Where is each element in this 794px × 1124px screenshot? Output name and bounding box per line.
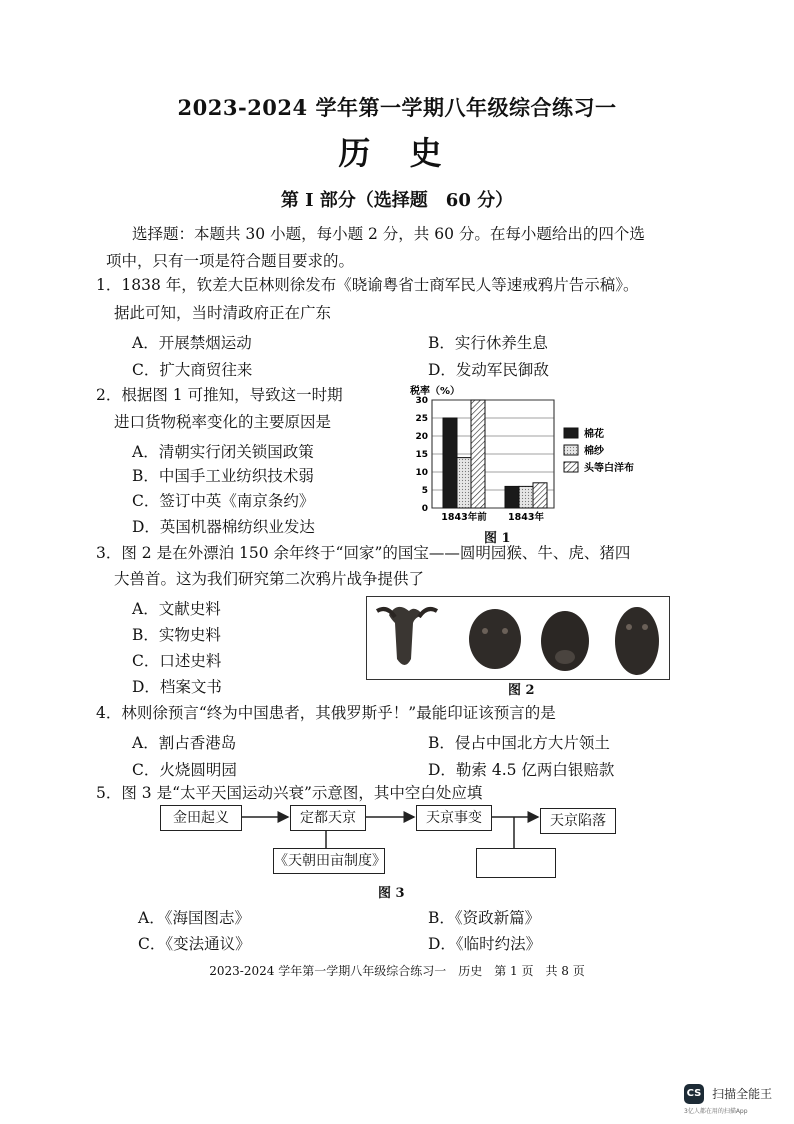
page-footer: 2023-2024 学年第一学期八年级综合练习一 历史 第 1 页 共 8 页 xyxy=(209,964,585,978)
chart-bar-0-0 xyxy=(443,418,457,508)
q1-option-c: C．扩大商贸往来 xyxy=(132,361,253,379)
legend-label-2: 头等白洋布 xyxy=(584,463,634,474)
part-title: 第 I 部分（选择题 60 分） xyxy=(280,190,514,211)
instructions-line-2: 项中，只有一项是符合题目要求的。 xyxy=(106,252,355,270)
legend-label-0: 棉花 xyxy=(584,429,604,440)
legend-swatch-0 xyxy=(564,428,578,438)
flow-box-tianjing-incident: 天京事变 xyxy=(416,805,492,831)
q5-option-c: C．《变法通议》 xyxy=(138,935,251,953)
monkey-head-image xyxy=(615,607,659,675)
q5-option-a: A．《海国图志》 xyxy=(138,909,250,927)
scanner-logo-icon: CS xyxy=(684,1084,704,1104)
q1-stem-line-1: 1．1838 年，钦差大臣林则徐发布《晓谕粤省士商军民人等速戒鸦片告示稿》。 xyxy=(96,276,639,294)
ox-head-image xyxy=(377,607,437,665)
scanner-app-name: 扫描全能王 xyxy=(712,1087,773,1101)
flow-box-jintian-uprising: 金田起义 xyxy=(160,805,242,831)
q2-option-c: C．签订中英《南京条约》 xyxy=(132,492,315,510)
exam-title: 2023-2024 学年第一学期八年级综合练习一 xyxy=(177,95,617,120)
q2-option-a: A．清朝实行闭关锁国政策 xyxy=(132,443,314,461)
q2-stem-line-1: 2．根据图 1 可推知，导致这一时期 xyxy=(96,386,343,404)
subject-title: 历 史 xyxy=(338,134,456,172)
chart-bar-0-1 xyxy=(457,458,471,508)
q4-option-d: D．勒索 4.5 亿两白银赔款 xyxy=(428,761,615,779)
chart-legend xyxy=(564,427,634,474)
q2-option-b: B．中国手工业纺织技术弱 xyxy=(132,467,314,485)
q1-option-a: A．开展禁烟运动 xyxy=(132,334,252,352)
q3-option-c: C．口述史料 xyxy=(132,652,222,670)
q2-option-d: D．英国机器棉纺织业发达 xyxy=(132,518,315,536)
q5-stem-line-1: 5．图 3 是“太平天国运动兴衰”示意图，其中空白处应填 xyxy=(96,784,483,802)
chart-y-tick-label: 15 xyxy=(415,450,428,460)
chart-y-label: 税率（%） xyxy=(410,386,461,397)
chart-y-ticks xyxy=(415,396,428,514)
figure-3-caption: 图 3 xyxy=(378,886,405,901)
flow-box-tianjing-fall: 天京陷落 xyxy=(540,808,616,834)
legend-label-1: 棉纱 xyxy=(584,446,604,457)
q3-option-b: B．实物史料 xyxy=(132,626,221,644)
instructions-line-1: 选择题：本题共 30 小题，每小题 2 分，共 60 分。在每小题给出的四个选 xyxy=(132,225,645,243)
chart-y-tick-label: 5 xyxy=(421,486,428,496)
figure-2-caption: 图 2 xyxy=(508,683,535,698)
q1-stem-line-2: 据此可知，当时清政府正在广东 xyxy=(114,304,332,322)
chart-bar-1-2 xyxy=(533,483,547,508)
chart-y-tick-label: 25 xyxy=(415,414,428,424)
chart-category-label-1: 1843年 xyxy=(508,512,544,523)
figure-1-bar-chart xyxy=(404,380,674,530)
q1-option-d: D．发动军民御敌 xyxy=(428,361,549,379)
scanner-tagline: 3亿人都在用的扫描App xyxy=(684,1107,748,1115)
flow-box-capital-tianjing: 定都天京 xyxy=(290,805,366,831)
q3-stem-line-1: 3．图 2 是在外漂泊 150 余年终于“回家”的国宝——圆明园猴、牛、虎、猪四 xyxy=(96,544,631,562)
flow-box-blank-answer xyxy=(476,848,556,878)
q1-option-b: B．实行休养生息 xyxy=(428,334,548,352)
legend-swatch-1 xyxy=(564,445,578,455)
q4-option-b: B．侵占中国北方大片领土 xyxy=(428,734,610,752)
pig-head-image xyxy=(541,611,589,671)
tiger-head-image xyxy=(469,609,521,669)
scanner-watermark xyxy=(684,1083,784,1115)
legend-swatch-2 xyxy=(564,462,578,472)
chart-bar-0-2 xyxy=(471,400,485,508)
figure-1-caption: 图 1 xyxy=(484,531,511,546)
q3-option-d: D．档案文书 xyxy=(132,678,222,696)
q2-stem-line-2: 进口货物税率变化的主要原因是 xyxy=(114,413,332,431)
figure-2-bronze-heads xyxy=(367,597,669,679)
q3-stem-line-2: 大兽首。这为我们研究第二次鸦片战争提供了 xyxy=(114,570,425,588)
q3-option-a: A．文献史料 xyxy=(132,600,221,618)
q4-stem-line-1: 4．林则徐预言“终为中国患者，其俄罗斯乎！”最能印证该预言的是 xyxy=(96,704,556,722)
q4-option-c: C．火烧圆明园 xyxy=(132,761,237,779)
figure-2-photo-frame xyxy=(366,596,670,680)
q5-option-b: B．《资政新篇》 xyxy=(428,909,541,927)
chart-y-tick-label: 20 xyxy=(415,432,428,442)
chart-y-tick-label: 30 xyxy=(415,396,428,406)
chart-y-tick-label: 0 xyxy=(421,504,428,514)
chart-bar-1-1 xyxy=(519,486,533,508)
chart-bar-1-0 xyxy=(505,486,519,508)
q4-option-a: A．割占香港岛 xyxy=(132,734,237,752)
chart-category-label-0: 1843年前 xyxy=(441,512,487,523)
chart-y-tick-label: 10 xyxy=(415,468,428,478)
q5-option-d: D．《临时约法》 xyxy=(428,935,542,953)
flow-box-land-system: 《天朝田亩制度》 xyxy=(273,848,385,874)
